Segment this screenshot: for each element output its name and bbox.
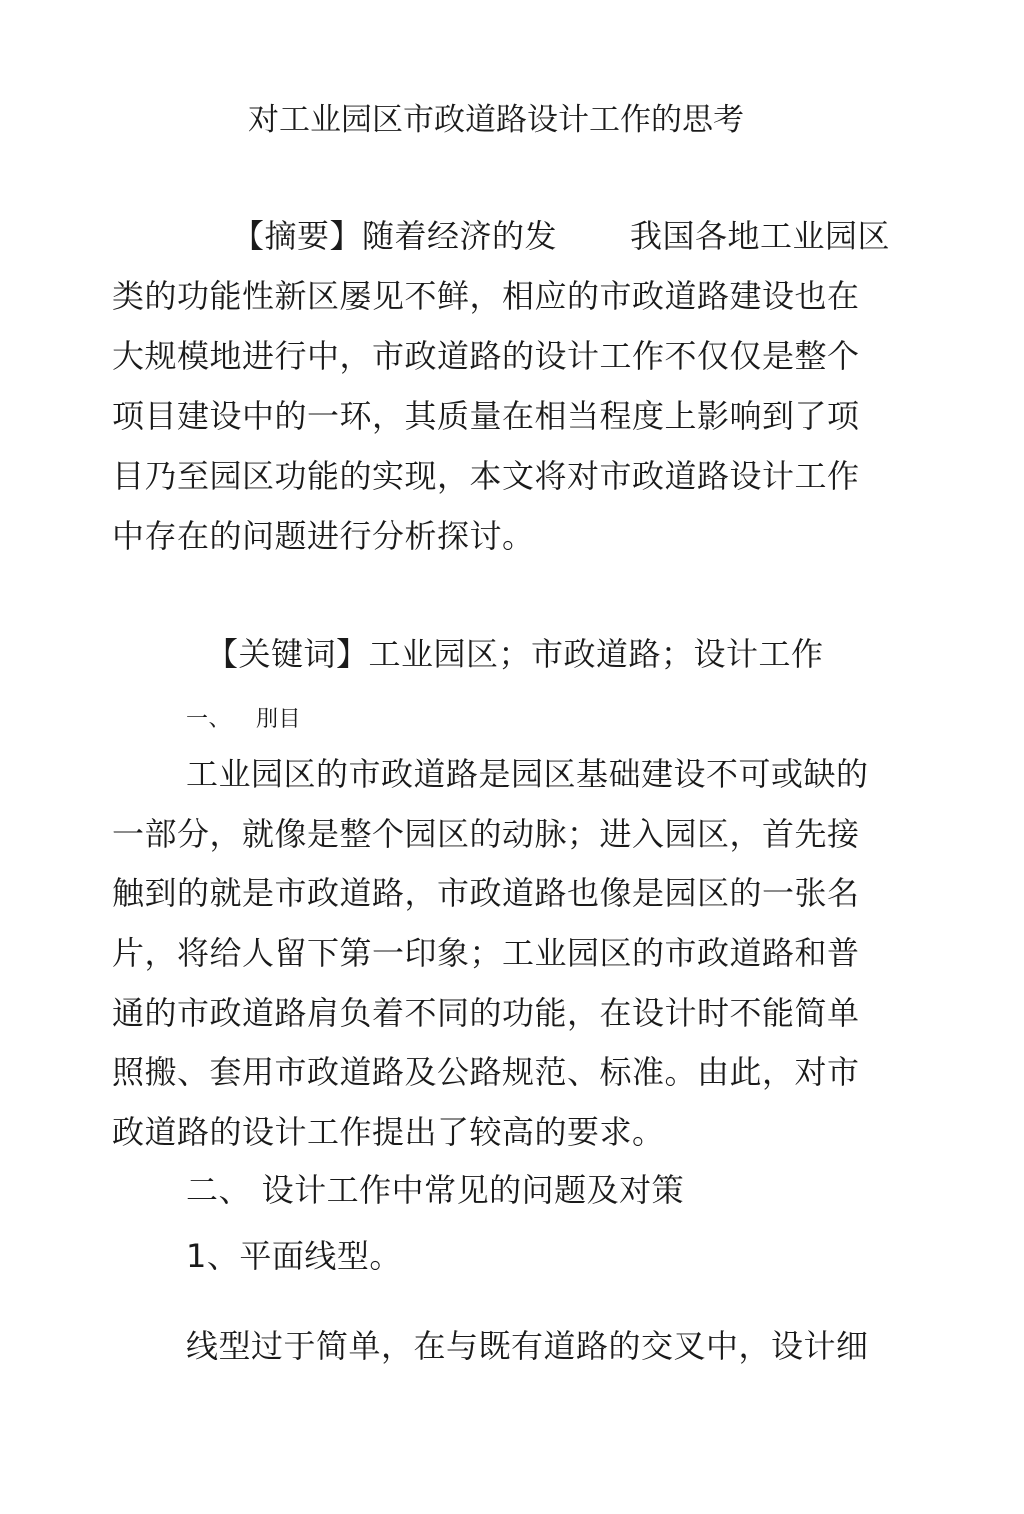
section1-line-5: 通的市政道路肩负着不同的功能，在设计时不能简单: [112, 994, 860, 1032]
abstract-line-4: 项目建设中的一环，其质量在相当程度上影响到了项: [112, 397, 860, 435]
section1-number: 一、: [186, 707, 232, 732]
keywords-line: 【关键词】工业园区；市政道路；设计工作: [206, 635, 824, 673]
section1-line-1: 工业园区的市政道路是园区基础建设不可或缺的: [186, 755, 869, 793]
abstract-line-6: 中存在的问题进行分析探讨。: [112, 517, 535, 555]
abstract-line-1b: 我国各地工业园区: [630, 217, 891, 255]
section1-line-4: 片，将给人留下第一印象；工业园区的市政道路和普: [112, 934, 860, 972]
document-title: 对工业园区市政道路设计工作的思考: [248, 102, 744, 138]
subsection1-heading: 1、平面线型。: [186, 1237, 402, 1275]
section1-line-2: 一部分，就像是整个园区的动脉；进入园区，首先接: [112, 815, 860, 853]
abstract-line-5: 目乃至园区功能的实现，本文将对市政道路设计工作: [112, 457, 860, 495]
abstract-line-2: 类的功能性新区屡见不鲜，相应的市政道路建设也在: [112, 277, 860, 315]
abstract-line-3: 大规模地进行中，市政道路的设计工作不仅仅是整个: [112, 337, 860, 375]
subsection1-line-1: 线型过于简单，在与既有道路的交叉中，设计细: [186, 1327, 869, 1365]
abstract-line-1a: 【摘要】随着经济的发: [232, 217, 558, 255]
section2-heading: 二、 设计工作中常见的问题及对策: [186, 1171, 685, 1209]
section1-heading: 刖目: [256, 707, 302, 732]
section1-line-3: 触到的就是市政道路，市政道路也像是园区的一张名: [112, 874, 860, 912]
section1-line-7: 政道路的设计工作提出了较高的要求。: [112, 1113, 665, 1151]
section1-line-6: 照搬、套用市政道路及公路规范、标准。由此，对市: [112, 1053, 860, 1091]
